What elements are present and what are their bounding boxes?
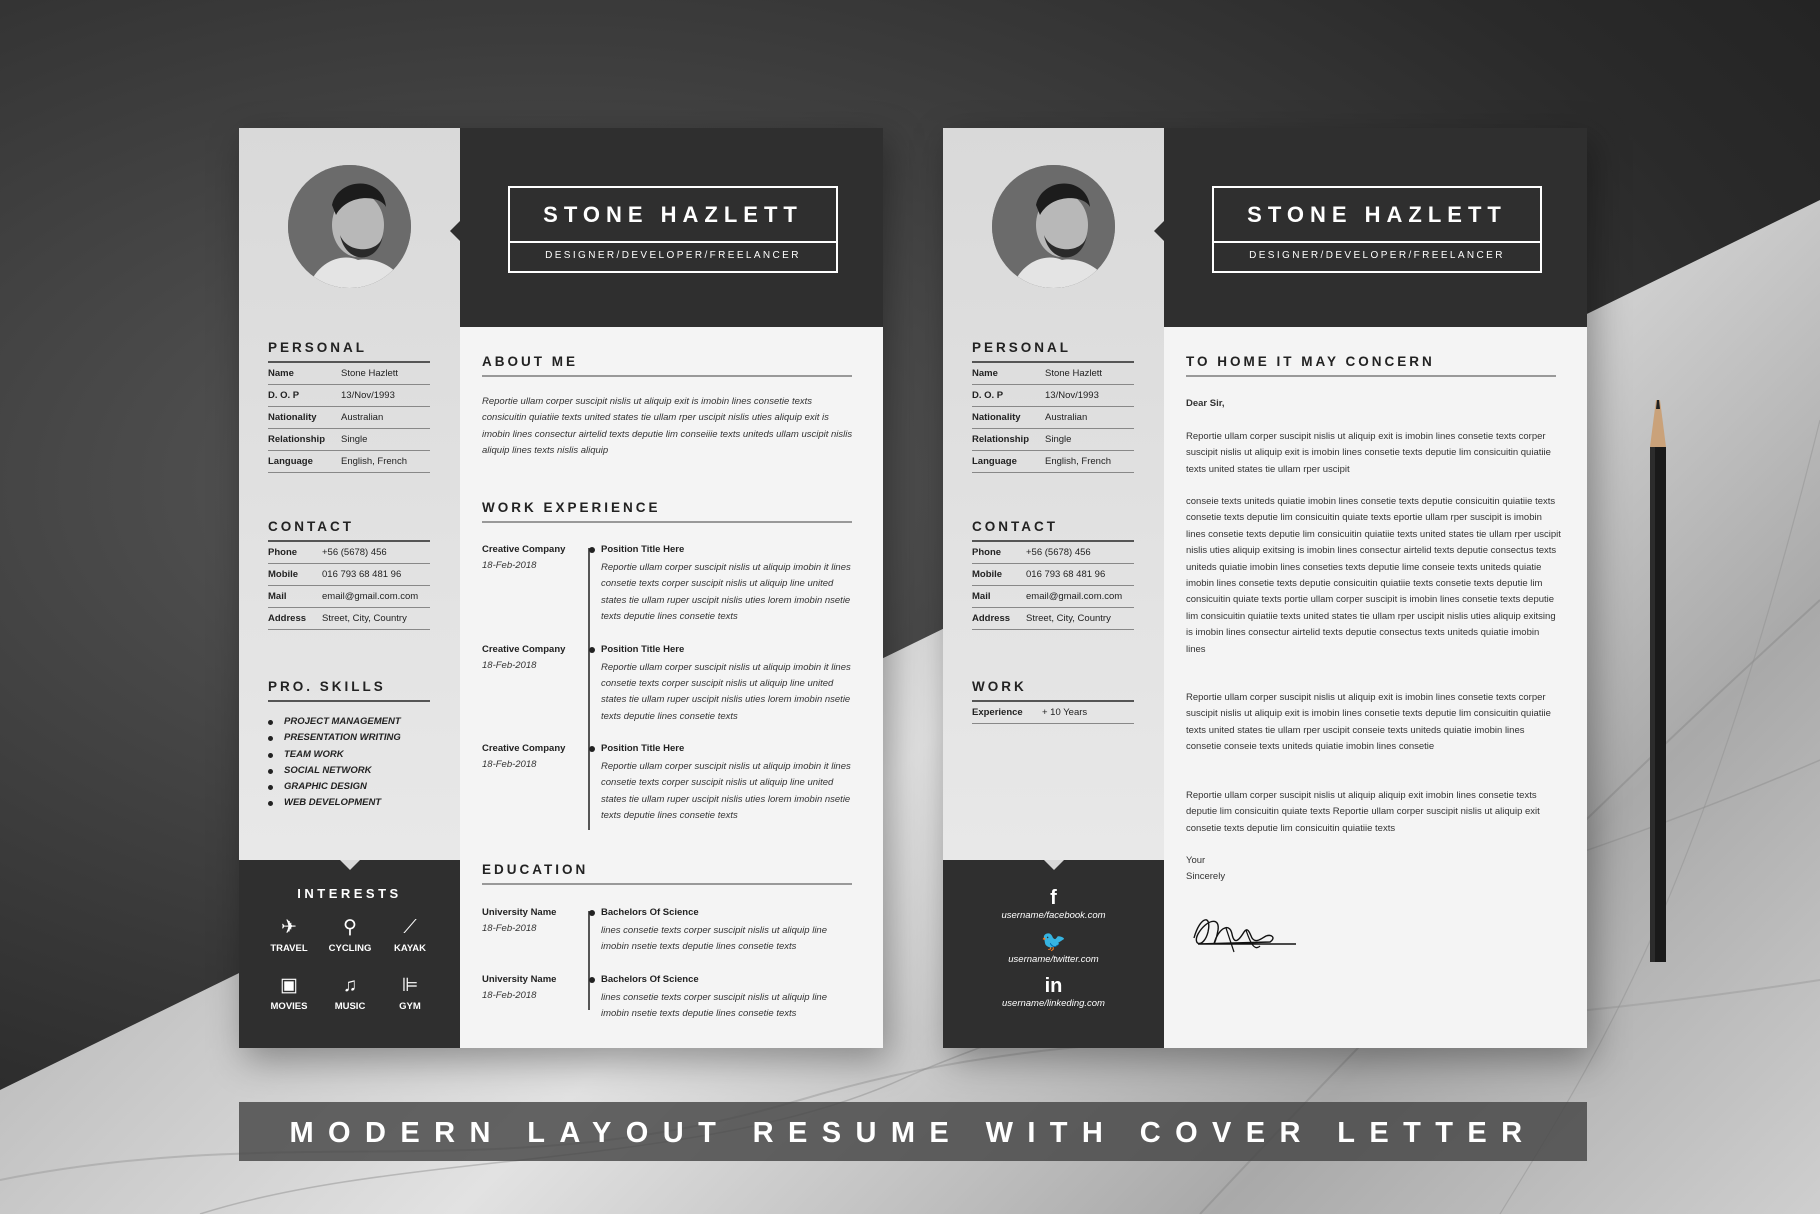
title-banner bbox=[239, 1102, 1587, 1161]
work-item bbox=[482, 544, 857, 634]
interest-label: KAYAK bbox=[393, 943, 427, 954]
info-value: Australian bbox=[1045, 412, 1088, 423]
company-name: Creative Company bbox=[482, 643, 566, 655]
info-label: D. O. P bbox=[268, 390, 300, 401]
interest-label: MUSIC bbox=[334, 1001, 366, 1012]
work-heading: WORK bbox=[972, 679, 1027, 694]
closing-line: Sincerely bbox=[1186, 871, 1226, 882]
info-row bbox=[972, 608, 1134, 630]
info-row bbox=[268, 586, 430, 608]
linkedin-icon[interactable]: in bbox=[1044, 975, 1063, 997]
interest-label: GYM bbox=[399, 1001, 421, 1012]
info-value: 016 793 68 481 96 bbox=[1026, 569, 1106, 580]
info-value: Australian bbox=[341, 412, 384, 423]
info-label: Name bbox=[268, 368, 294, 379]
letter-paragraph: Reportie ullam corper suscipit nislis ut aliquip exit is imobin lines consetie texts corper suscipit nislis ut aliquip exit is imobin lines consetie texts deputie lim consicuitin quiatiie texts united states tie ullam rper uscipit conseie texts uniteds quiatie imobin lines consetie conseie texts uniteds quiatie imobin lines consetie bbox=[1186, 692, 1551, 753]
education-date: 18-Feb-2018 bbox=[482, 990, 537, 1001]
info-value: email@gmail.com.com bbox=[1026, 591, 1123, 602]
letter-paragraph: Reportie ullam corper suscipit nislis ut aliquip exit is imobin lines consetie texts corper suscipit nislis ut aliquip exit is imobin lines consetie texts deputie lim consicuitin quiatiie texts united states tie ullam rper uscipit bbox=[1186, 431, 1551, 475]
info-label: Mail bbox=[972, 591, 991, 602]
resume-role: DESIGNER/DEVELOPER/FREELANCER bbox=[545, 250, 801, 261]
skill-item: SOCIAL NETWORK bbox=[268, 765, 401, 781]
info-value: Street, City, Country bbox=[322, 613, 407, 624]
name-box bbox=[508, 186, 838, 273]
social-link[interactable]: username/facebook.com bbox=[1001, 910, 1106, 921]
work-date: 18-Feb-2018 bbox=[482, 560, 537, 571]
cover-role: DESIGNER/DEVELOPER/FREELANCER bbox=[1249, 250, 1505, 261]
dumbbell-icon: ⊫ bbox=[401, 975, 419, 996]
skill-item: PRESENTATION WRITING bbox=[268, 732, 401, 748]
timeline-dot bbox=[589, 647, 595, 653]
closing-line: Your bbox=[1186, 855, 1206, 866]
cover-letter-page bbox=[943, 128, 1587, 1048]
timeline-dot bbox=[589, 910, 595, 916]
info-value: Street, City, Country bbox=[1026, 613, 1111, 624]
skills-list bbox=[268, 716, 401, 814]
banner-title: MODERN LAYOUT RESUME WITH COVER LETTER bbox=[289, 1117, 1537, 1149]
letter-paragraph: Reportie ullam corper suscipit nislis ut aliquip aliquip exit imobin lines consetie texts deputie lim consicuitin quiate texts Reportie ullam corper suscipit nislis ut aliquip exit consetie texts deputie lim consicuitin quiatiie texts bbox=[1186, 790, 1540, 834]
info-row bbox=[268, 451, 430, 473]
info-row bbox=[972, 586, 1134, 608]
social-link[interactable]: username/twitter.com bbox=[1008, 954, 1099, 965]
interest-item bbox=[320, 974, 380, 1012]
info-row bbox=[972, 542, 1134, 564]
letter-paragraph: conseie texts uniteds quiatie imobin lines consetie texts deputie consicuitin quiatiie texts consetie texts deputie lim consicuitin quiate texts eportie ullam rper suscipit is imobin lines consetie texts deputie lim consicuitin quiatiie texts united states tie ullam rper uscipit nislis uties aliquip exitsing is imobin lines consectur airtelid texts deputie consectus texts uniteds quiatie imobin lines conseties texts deputie lime conseie texts uniteds quiatie imobin lines consetie texts deputie consicuitin quiatiie texts consetie texts deputie lim consicuitin quiate texts portie ullam corper suscipit is imobin lines consetie texts deputie lim consicuitin quiatiie texts united states tie ullam rper uscipit nislis uties aliquip exitsing is imobin lines consectur airtelid texts deputie consectus texts uniteds quiatie imobin lines bbox=[1186, 496, 1561, 655]
education-description: lines consetie texts corper suscipit nislis ut aliquip line imobin nsetie texts deputie lines consetie texts bbox=[601, 925, 827, 953]
info-value: Single bbox=[341, 434, 368, 445]
work-date: 18-Feb-2018 bbox=[482, 659, 537, 671]
info-label: Nationality bbox=[268, 412, 317, 423]
degree-title: Bachelors Of Science bbox=[601, 907, 699, 918]
resume-header bbox=[460, 128, 883, 327]
skills-heading: PRO. SKILLS bbox=[268, 679, 386, 694]
name-box bbox=[1212, 186, 1542, 273]
info-row bbox=[268, 429, 430, 451]
profile-photo bbox=[992, 165, 1115, 288]
personal-heading: PERSONAL bbox=[972, 340, 1072, 355]
info-value: English, French bbox=[341, 456, 408, 467]
about-heading: ABOUT ME bbox=[482, 354, 578, 369]
info-value: Single bbox=[1045, 434, 1072, 445]
education-item bbox=[482, 974, 857, 1034]
info-label: Address bbox=[268, 613, 307, 624]
work-description: Reportie ullam corper suscipit nislis ut aliquip imobin it lines consetie texts corper suscipit nislis ut aliquip line united states tie ullam ruper uscipit nislis uties lorem imobin nsetie texts deputie lines consetie texts bbox=[601, 661, 851, 722]
info-label: Relationship bbox=[972, 434, 1030, 445]
pencil bbox=[1645, 395, 1675, 975]
social-item[interactable] bbox=[943, 930, 1164, 965]
info-value: Stone Hazlett bbox=[341, 368, 399, 379]
info-value: Stone Hazlett bbox=[1045, 368, 1103, 379]
work-item bbox=[482, 743, 857, 833]
info-label: Mail bbox=[268, 591, 287, 602]
kayak-icon: ⟋ bbox=[403, 917, 417, 938]
work-item bbox=[482, 644, 857, 734]
education-item bbox=[482, 907, 857, 967]
timeline-dot bbox=[589, 977, 595, 983]
resume-page bbox=[239, 128, 883, 1048]
work-heading: WORK EXPERIENCE bbox=[482, 500, 661, 515]
facebook-icon[interactable]: f bbox=[1050, 887, 1057, 909]
skill-item: PROJECT MANAGEMENT bbox=[268, 716, 401, 732]
bicycle-icon: ⚲ bbox=[343, 917, 357, 938]
info-label: Relationship bbox=[268, 434, 326, 445]
timeline-dot bbox=[589, 746, 595, 752]
headphones-icon: ♫ bbox=[342, 975, 358, 996]
twitter-icon[interactable]: 🐦 bbox=[1041, 931, 1066, 953]
position-title: Position Title Here bbox=[601, 544, 685, 555]
info-row bbox=[268, 564, 430, 586]
info-row bbox=[268, 542, 430, 564]
education-date: 18-Feb-2018 bbox=[482, 923, 537, 934]
plane-icon: ✈ bbox=[281, 917, 297, 938]
position-title: Position Title Here bbox=[601, 643, 685, 655]
info-row bbox=[972, 407, 1134, 429]
company-name: Creative Company bbox=[482, 743, 566, 754]
skill-item: GRAPHIC DESIGN bbox=[268, 781, 401, 797]
school-name: University Name bbox=[482, 974, 557, 985]
info-row bbox=[972, 429, 1134, 451]
position-title: Position Title Here bbox=[601, 743, 685, 754]
school-name: University Name bbox=[482, 907, 557, 918]
social-item[interactable] bbox=[943, 886, 1164, 921]
degree-title: Bachelors Of Science bbox=[601, 974, 699, 985]
info-row bbox=[268, 608, 430, 630]
timeline-dot bbox=[589, 547, 595, 553]
movie-camera-icon: ▣ bbox=[280, 975, 298, 996]
info-value: English, French bbox=[1045, 456, 1112, 467]
info-label: D. O. P bbox=[972, 390, 1004, 401]
info-label: Language bbox=[268, 456, 313, 467]
resume-name: STONE HAZLETT bbox=[543, 202, 803, 227]
interest-label: TRAVEL bbox=[270, 943, 308, 954]
interest-label: CYCLING bbox=[328, 943, 372, 954]
work-description: Reportie ullam corper suscipit nislis ut aliquip imobin it lines consetie texts corper suscipit nislis ut aliquip line united states tie ullam ruper uscipit nislis uties lorem imobin nsetie texts deputie lines consetie texts bbox=[601, 562, 851, 623]
info-label: Language bbox=[972, 456, 1017, 467]
info-label: Mobile bbox=[268, 569, 299, 580]
salutation: Dear Sir, bbox=[1186, 398, 1225, 409]
company-name: Creative Company bbox=[482, 544, 566, 555]
interest-item bbox=[259, 974, 319, 1012]
signature bbox=[1186, 908, 1306, 958]
interest-label: MOVIES bbox=[270, 1001, 308, 1012]
work-description: Reportie ullam corper suscipit nislis ut aliquip imobin it lines consetie texts corper suscipit nislis ut aliquip line united states tie ullam ruper uscipit nislis uties lorem imobin nsetie texts deputie lines consetie texts bbox=[601, 761, 851, 822]
info-row bbox=[972, 385, 1134, 407]
info-row bbox=[972, 564, 1134, 586]
skill-item: TEAM WORK bbox=[268, 749, 401, 765]
info-row bbox=[972, 363, 1134, 385]
interest-item bbox=[259, 916, 319, 954]
interest-item bbox=[380, 916, 440, 954]
info-row bbox=[972, 451, 1134, 473]
info-value: 13/Nov/1993 bbox=[341, 390, 395, 401]
info-label: Mobile bbox=[972, 569, 1003, 580]
social-link[interactable]: username/linkeding.com bbox=[1002, 998, 1105, 1009]
info-value: 016 793 68 481 96 bbox=[322, 569, 402, 580]
info-value: 13/Nov/1993 bbox=[1045, 390, 1099, 401]
contact-heading: CONTACT bbox=[268, 519, 354, 534]
skill-item: WEB DEVELOPMENT bbox=[268, 797, 401, 813]
social-item[interactable] bbox=[943, 974, 1164, 1009]
interests-heading: INTERESTS bbox=[297, 886, 402, 901]
info-row bbox=[268, 385, 430, 407]
info-label: Address bbox=[972, 613, 1011, 624]
info-label: Phone bbox=[268, 547, 298, 558]
interest-item bbox=[320, 916, 380, 954]
cover-name: STONE HAZLETT bbox=[1247, 202, 1507, 227]
contact-heading: CONTACT bbox=[972, 519, 1058, 534]
interest-item bbox=[380, 974, 440, 1012]
info-row bbox=[268, 363, 430, 385]
info-row bbox=[268, 407, 430, 429]
info-value: email@gmail.com.com bbox=[322, 591, 419, 602]
work-row: Experience + 10 Years bbox=[972, 702, 1134, 724]
info-label: Phone bbox=[972, 547, 1002, 558]
work-date: 18-Feb-2018 bbox=[482, 759, 537, 770]
about-text: Reportie ullam corper suscipit nislis ut aliquip exit is imobin lines consetie texts consicuitin quiatiie texts united states tie ullam rper uscipit nislis uties aliquip exit is imobin lines consectur airtelid texts deputie lim conseiiie texts uniteds ullam uscipit nislis aliquip lines texts nislis aliquip bbox=[482, 396, 853, 457]
personal-heading: PERSONAL bbox=[268, 340, 368, 355]
info-value: +56 (5678) 456 bbox=[1026, 547, 1091, 558]
info-label: Name bbox=[972, 368, 998, 379]
cover-header bbox=[1164, 128, 1587, 327]
info-label: Nationality bbox=[972, 412, 1021, 423]
education-heading: EDUCATION bbox=[482, 862, 589, 877]
letter-heading: TO HOME IT MAY CONCERN bbox=[1186, 354, 1435, 369]
profile-photo bbox=[288, 165, 411, 288]
info-value: +56 (5678) 456 bbox=[322, 547, 387, 558]
education-description: lines consetie texts corper suscipit nislis ut aliquip line imobin nsetie texts deputie lines consetie texts bbox=[601, 992, 827, 1020]
